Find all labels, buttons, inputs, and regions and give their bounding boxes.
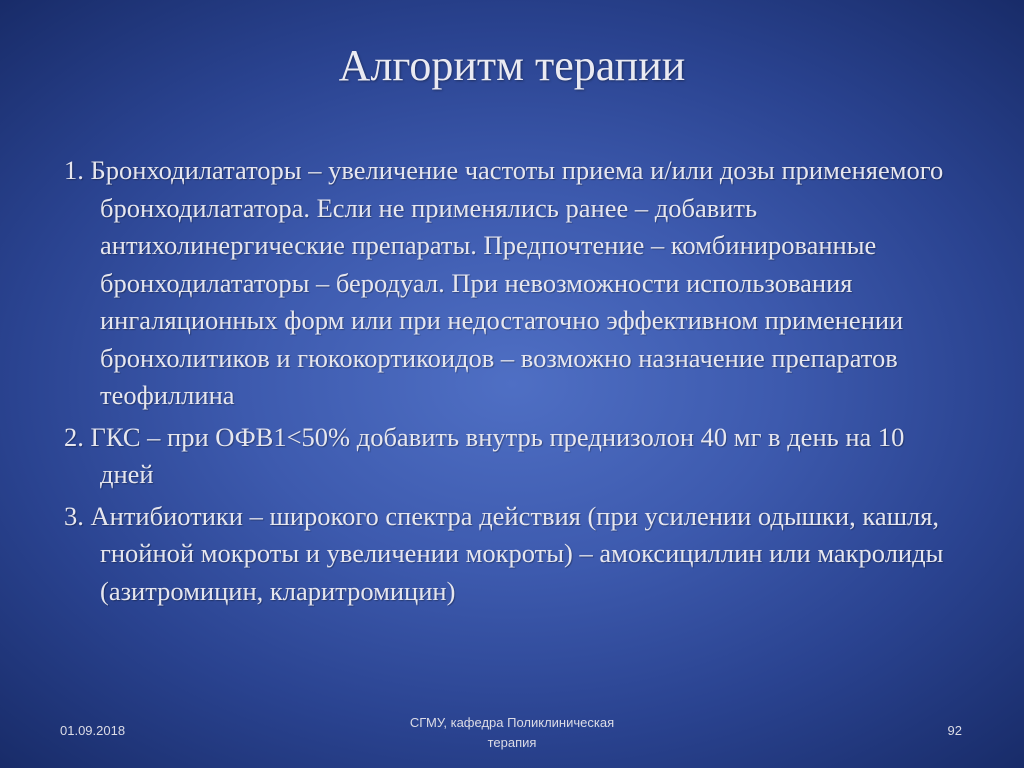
footer-caption (362, 713, 662, 753)
slide-title: Алгоритм терапии (338, 41, 686, 90)
page-number: 92 (947, 723, 962, 738)
list-item-text: Антибиотики – широкого спектра действия (при усилении одышки, кашля, гнойной мокроты и увеличении мокроты) – амоксициллин или макролиды (азитромицин, кларитромицин) (90, 500, 944, 606)
footer-date: 01.09.2018 (60, 723, 126, 738)
list-item-number: 2. (64, 421, 84, 452)
list-item-1 (64, 152, 964, 415)
footer-caption-line-2: терапия (487, 735, 537, 750)
list-item-2 (64, 419, 964, 494)
list-item-number: 1. (64, 155, 84, 185)
list-item-3 (64, 498, 964, 611)
slide-content (64, 152, 964, 614)
footer-caption-line-1: СГМУ, кафедра Поликлиническая (409, 715, 615, 730)
list-item-number: 3. (64, 500, 84, 531)
list-item-text: Бронходилататоры – увеличение частоты приема и/или дозы применяемого бронходилататора. Если не применялись ранее – добавить антихолинергические препараты. Предпочтение – комбинированные бронходилататоры – беродуал. При невозможности использования ингаляционных форм или при недостаточно эффективном применении бронхолитиков и гюкокортикоидов – возможно назначение препаратов теофиллина (90, 155, 944, 410)
list-item-text: ГКС – при ОФВ1<50% добавить внутрь преднизолон 40 мг в день на 10 дней (90, 421, 905, 489)
